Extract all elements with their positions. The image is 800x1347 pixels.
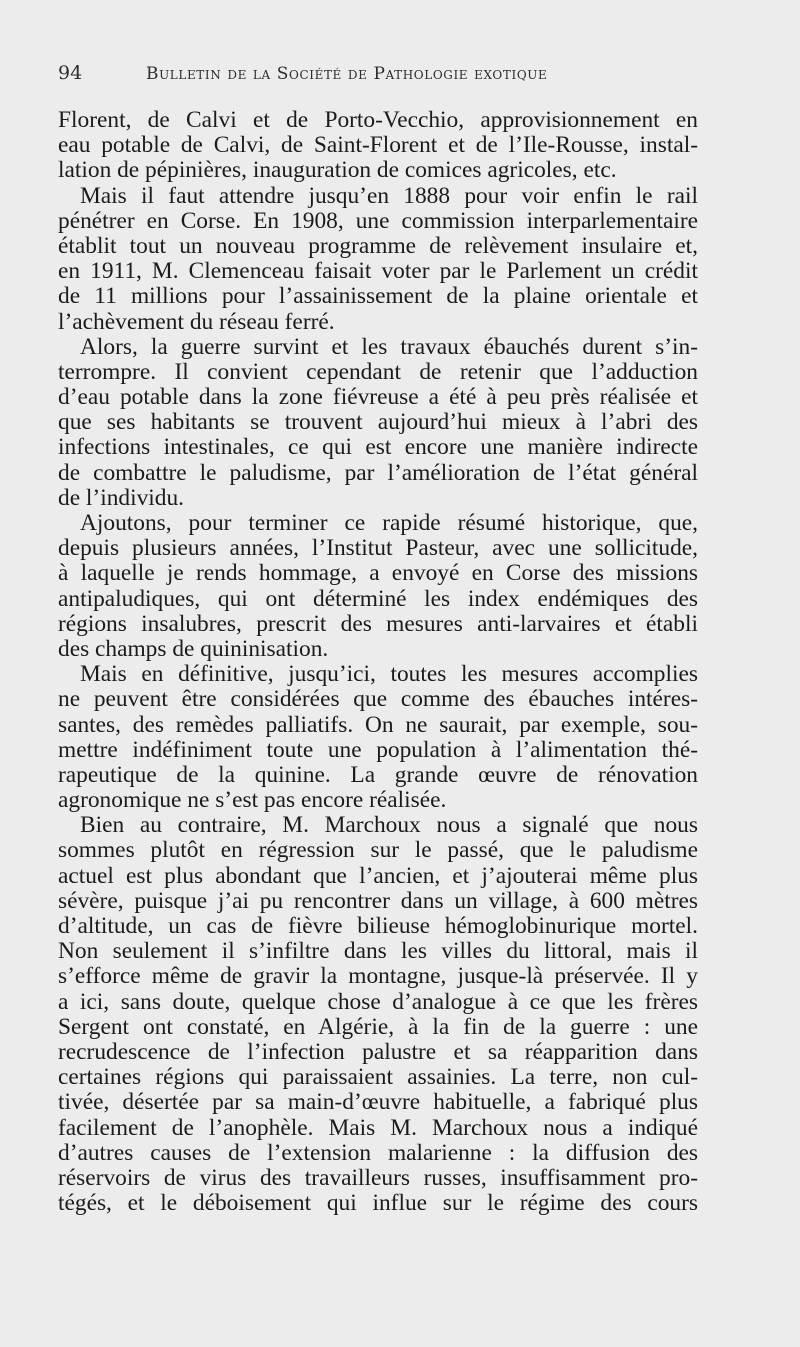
text-line: lation de pépinières, inauguration de comices agricoles, etc. xyxy=(58,157,617,184)
text-line: que ses habitants se trouvent aujourd’hui mieux à l’abri des xyxy=(58,409,698,436)
text-line: eau potable de Calvi, de Saint-Florent et de l’Ile-Rousse, instal- xyxy=(58,132,698,159)
text-line: a ici, sans doute, quelque chose d’analogue à ce que les frères xyxy=(58,988,698,1015)
text-line: Bien au contraire, M. Marchoux nous a signalé que nous xyxy=(80,812,698,839)
text-line: de l’individu. xyxy=(58,484,185,511)
text-line: de combattre le paludisme, par l’amélioration de l’état général xyxy=(58,459,698,486)
text-line: Florent, de Calvi et de Porto-Vecchio, approvisionnement en xyxy=(58,107,698,133)
body-text xyxy=(58,108,698,1216)
text-line: d’altitude, un cas de fièvre bilieuse hémoglobinurique mortel. xyxy=(58,913,698,939)
text-line: en 1911, M. Clemenceau faisait voter par le Parlement un crédit xyxy=(58,258,698,285)
text-line: d’eau potable dans la zone fiévreuse a été à peu près réalisée et xyxy=(58,384,698,411)
text-line: réservoirs de virus des travailleurs russes, insuffisamment pro- xyxy=(58,1164,698,1191)
text-line: établit tout un nouveau programme de relèvement insulaire et, xyxy=(58,232,698,259)
text-line: certaines régions qui paraissaient assainies. La terre, non cul- xyxy=(58,1064,698,1091)
text-line: à laquelle je rends hommage, a envoyé en Corse des missions xyxy=(58,560,698,587)
text-line: rapeutique de la quinine. La grande œuvre de rénovation xyxy=(58,761,698,788)
text-line: actuel est plus abondant que l’ancien, et j’ajouterai même plus xyxy=(58,862,698,889)
text-line: agronomique ne s’est pas encore réalisée. xyxy=(58,787,447,814)
text-line: régions insalubres, prescrit des mesures anti-larvaires et établi xyxy=(58,610,698,637)
page-number: 94 xyxy=(58,62,83,84)
text-line: de 11 millions pour l’assainissement de la plaine orientale et xyxy=(58,283,698,310)
text-line: antipaludiques, qui ont déterminé les index endémiques des xyxy=(58,585,698,612)
text-line: terrompre. Il convient cependant de retenir que l’adduction xyxy=(58,358,698,385)
text-line: santes, des remèdes palliatifs. On ne saurait, par exemple, sou- xyxy=(58,711,698,738)
text-line: facilement de l’anophèle. Mais M. Marchoux nous a indiqué xyxy=(58,1114,698,1141)
text-line: infections intestinales, ce qui est encore une manière indirecte xyxy=(58,434,698,461)
text-line: Alors, la guerre survint et les travaux ébauchés durent s’in- xyxy=(80,333,698,360)
running-header: Bulletin de la Société de Pathologie exotique xyxy=(146,64,548,84)
text-line: tivée, désertée par sa main-d’œuvre habituelle, a fabriqué plus xyxy=(58,1089,698,1116)
text-line: l’achèvement du réseau ferré. xyxy=(58,308,335,335)
text-line: tégés, et le déboisement qui influe sur le régime des cours xyxy=(58,1190,698,1217)
text-line: Sergent ont constaté, en Algérie, à la fin de la guerre : une xyxy=(58,1013,698,1040)
text-line: mettre indéfiniment toute une population à l’alimentation thé- xyxy=(58,736,698,763)
text-line: des champs de quininisation. xyxy=(58,635,329,662)
text-line: Non seulement il s’infiltre dans les villes du littoral, mais il xyxy=(58,938,698,965)
text-line: d’autres causes de l’extension malarienne : la diffusion des xyxy=(58,1139,698,1166)
text-line: recrudescence de l’infection palustre et sa réapparition dans xyxy=(58,1038,698,1065)
text-line: Mais il faut attendre jusqu’en 1888 pour voir enfin le rail xyxy=(80,182,698,209)
text-line: pénétrer en Corse. En 1908, une commission interparlementaire xyxy=(58,207,698,234)
text-line: sévère, puisque j’ai pu rencontrer dans un village, à 600 mètres xyxy=(58,887,698,914)
text-line: depuis plusieurs années, l’Institut Pasteur, avec une sollicitude, xyxy=(58,535,698,562)
text-line: Mais en définitive, jusqu’ici, toutes les mesures accomplies xyxy=(80,661,698,688)
text-line: ne peuvent être considérées que comme des ébauches intéres- xyxy=(58,686,698,713)
text-line: s’efforce même de gravir la montagne, jusque-là préservée. Il y xyxy=(58,963,698,990)
text-line: Ajoutons, pour terminer ce rapide résumé historique, que, xyxy=(80,510,698,536)
text-line: sommes plutôt en régression sur le passé, que le paludisme xyxy=(58,837,698,864)
